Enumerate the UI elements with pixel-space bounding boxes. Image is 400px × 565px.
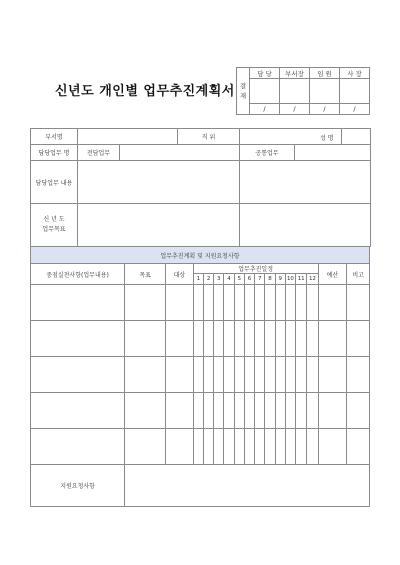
month-header: 1 xyxy=(193,274,203,285)
plan-cell[interactable] xyxy=(307,393,318,429)
month-header: 8 xyxy=(265,274,275,285)
plan-cell[interactable] xyxy=(193,321,203,357)
plan-cell[interactable] xyxy=(166,393,194,429)
plan-cell[interactable] xyxy=(285,429,295,465)
plan-cell[interactable] xyxy=(275,357,285,393)
plan-cell[interactable] xyxy=(193,429,203,465)
approval-header-staff: 담 당 xyxy=(250,68,280,79)
target-header: 대상 xyxy=(166,264,194,285)
plan-cell[interactable] xyxy=(166,357,194,393)
plan-cell[interactable] xyxy=(125,393,166,429)
plan-cell[interactable] xyxy=(275,429,285,465)
duty-content-exclusive-field[interactable] xyxy=(78,161,240,204)
plan-cell[interactable] xyxy=(318,429,347,465)
page-title: 신년도 개인별 업무추진계획서 xyxy=(55,84,235,99)
plan-cell[interactable] xyxy=(307,321,318,357)
plan-cell[interactable] xyxy=(193,357,203,393)
plan-cell[interactable] xyxy=(285,357,295,393)
plan-cell[interactable] xyxy=(347,429,370,465)
plan-cell[interactable] xyxy=(166,321,194,357)
plan-cell[interactable] xyxy=(275,321,285,357)
plan-cell[interactable] xyxy=(214,393,224,429)
month-header: 3 xyxy=(214,274,224,285)
month-header: 9 xyxy=(275,274,285,285)
plan-cell[interactable] xyxy=(255,357,265,393)
plan-cell[interactable] xyxy=(224,357,234,393)
plan-cell[interactable] xyxy=(234,321,244,357)
plan-cell[interactable] xyxy=(224,393,234,429)
duty-content-label: 담당업무 내용 xyxy=(31,161,78,204)
plan-cell[interactable] xyxy=(214,321,224,357)
plan-cell[interactable] xyxy=(244,393,254,429)
approval-side-label: 결 재 xyxy=(237,68,250,115)
month-header: 4 xyxy=(224,274,234,285)
month-header: 7 xyxy=(255,274,265,285)
plan-cell[interactable] xyxy=(244,429,254,465)
plan-cell[interactable] xyxy=(255,321,265,357)
approval-date-executive[interactable]: / xyxy=(310,104,340,115)
exclusive-duty-field[interactable] xyxy=(120,145,240,161)
plan-cell[interactable] xyxy=(31,321,125,357)
new-year-goal-common-field[interactable] xyxy=(240,204,371,247)
dept-field[interactable] xyxy=(78,129,178,145)
approval-table xyxy=(236,67,370,115)
plan-cell[interactable] xyxy=(203,393,213,429)
plan-cell[interactable] xyxy=(307,285,318,321)
plan-cell[interactable] xyxy=(203,429,213,465)
plan-cell[interactable] xyxy=(224,429,234,465)
plan-cell[interactable] xyxy=(265,429,275,465)
exclusive-duty-label: 전담업무 xyxy=(78,145,120,161)
new-year-goal-exclusive-field[interactable] xyxy=(78,204,240,247)
name-field[interactable] xyxy=(320,129,371,145)
signature-cell-dept-head[interactable] xyxy=(280,79,310,104)
plan-cell[interactable] xyxy=(31,429,125,465)
plan-cell[interactable] xyxy=(275,285,285,321)
plan-cell[interactable] xyxy=(203,285,213,321)
budget-header: 예산 xyxy=(318,264,347,285)
plan-cell[interactable] xyxy=(234,285,244,321)
plan-cell[interactable] xyxy=(265,321,275,357)
approval-header-dept-head: 부서장 xyxy=(280,68,310,79)
month-header: 10 xyxy=(285,274,295,285)
support-request-label: 지원요청사항 xyxy=(31,465,125,507)
plan-cell[interactable] xyxy=(285,321,295,357)
plan-cell[interactable] xyxy=(307,357,318,393)
key-tasks-header: 중점실천사항(업무내용) xyxy=(31,264,125,285)
plan-cell[interactable] xyxy=(214,285,224,321)
plan-cell[interactable] xyxy=(244,285,254,321)
month-header: 11 xyxy=(296,274,307,285)
plan-cell[interactable] xyxy=(224,321,234,357)
plan-cell[interactable] xyxy=(255,393,265,429)
plan-cell[interactable] xyxy=(234,393,244,429)
approval-date-staff[interactable]: / xyxy=(250,104,280,115)
plan-cell[interactable] xyxy=(214,429,224,465)
plan-row xyxy=(31,285,370,321)
month-header: 12 xyxy=(307,274,318,285)
plan-cell[interactable] xyxy=(31,357,125,393)
plan-cell[interactable] xyxy=(347,285,370,321)
plan-cell[interactable] xyxy=(275,393,285,429)
plan-row xyxy=(31,393,370,429)
signature-cell-staff[interactable] xyxy=(250,79,280,104)
support-request-field[interactable] xyxy=(125,465,370,507)
plan-cell[interactable] xyxy=(193,285,203,321)
approval-header-president: 사 장 xyxy=(340,68,370,79)
plan-cell[interactable] xyxy=(203,321,213,357)
plan-row xyxy=(31,357,370,393)
plan-cell[interactable] xyxy=(244,357,254,393)
plan-cell[interactable] xyxy=(296,429,307,465)
plan-cell[interactable] xyxy=(296,285,307,321)
new-year-goal-label: 신 년 도 업무목표 xyxy=(31,204,78,247)
month-header: 5 xyxy=(234,274,244,285)
duty-content-common-field[interactable] xyxy=(240,161,371,204)
plan-cell[interactable] xyxy=(318,357,347,393)
plan-cell[interactable] xyxy=(347,357,370,393)
plan-cell[interactable] xyxy=(296,357,307,393)
plan-cell[interactable] xyxy=(296,321,307,357)
common-duty-label: 공통업무 xyxy=(240,145,295,161)
plan-rows xyxy=(31,285,370,465)
info-table xyxy=(30,128,371,247)
plan-cell[interactable] xyxy=(318,285,347,321)
signature-cell-president[interactable] xyxy=(340,79,370,104)
plan-cell[interactable] xyxy=(125,285,166,321)
plan-cell[interactable] xyxy=(234,429,244,465)
plan-cell[interactable] xyxy=(296,393,307,429)
plan-cell[interactable] xyxy=(224,285,234,321)
plan-cell[interactable] xyxy=(265,285,275,321)
plan-cell[interactable] xyxy=(285,285,295,321)
plan-cell[interactable] xyxy=(193,393,203,429)
plan-cell[interactable] xyxy=(265,357,275,393)
note-header: 비고 xyxy=(347,264,370,285)
plan-cell[interactable] xyxy=(255,429,265,465)
plan-cell[interactable] xyxy=(31,393,125,429)
plan-cell[interactable] xyxy=(318,321,347,357)
plan-row xyxy=(31,321,370,357)
plan-cell[interactable] xyxy=(347,393,370,429)
goal-header: 목표 xyxy=(125,264,166,285)
plan-cell[interactable] xyxy=(125,429,166,465)
approval-date-president[interactable]: / xyxy=(340,104,370,115)
plan-cell[interactable] xyxy=(214,357,224,393)
plan-cell[interactable] xyxy=(166,429,194,465)
name-label: 성 명 xyxy=(320,135,334,142)
approval-header-executive: 임 원 xyxy=(310,68,340,79)
plan-cell[interactable] xyxy=(125,357,166,393)
plan-cell[interactable] xyxy=(125,321,166,357)
plan-cell[interactable] xyxy=(31,285,125,321)
month-header: 6 xyxy=(244,274,254,285)
plan-cell[interactable] xyxy=(244,321,254,357)
plan-cell[interactable] xyxy=(265,393,275,429)
plan-row xyxy=(31,429,370,465)
plan-cell[interactable] xyxy=(203,357,213,393)
plan-table xyxy=(30,246,370,507)
dept-label: 부서명 xyxy=(31,129,78,145)
schedule-header: 업무추진일정 xyxy=(193,264,318,274)
plan-cell[interactable] xyxy=(347,321,370,357)
plan-cell[interactable] xyxy=(307,429,318,465)
plan-cell[interactable] xyxy=(285,393,295,429)
position-label: 직 위 xyxy=(178,129,240,145)
plan-cell[interactable] xyxy=(318,393,347,429)
common-duty-field[interactable] xyxy=(295,145,371,161)
plan-section-title: 업무추진계획 및 지원요청사항 xyxy=(31,247,370,264)
plan-cell[interactable] xyxy=(234,357,244,393)
signature-cell-executive[interactable] xyxy=(310,79,340,104)
month-header: 2 xyxy=(203,274,213,285)
approval-date-dept-head[interactable]: / xyxy=(280,104,310,115)
plan-cell[interactable] xyxy=(166,285,194,321)
plan-cell[interactable] xyxy=(255,285,265,321)
duty-name-label: 담당업무 명 xyxy=(31,145,78,161)
